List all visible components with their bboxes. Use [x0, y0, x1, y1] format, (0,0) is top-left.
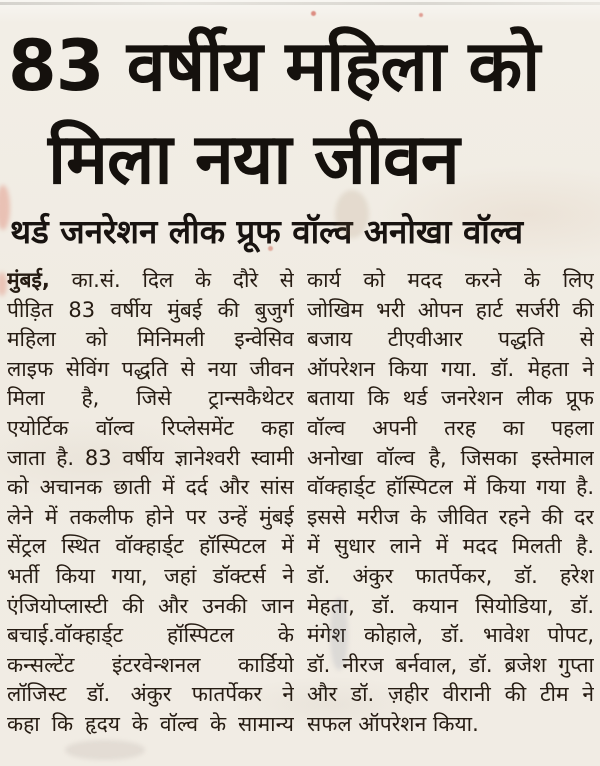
subheadline: थर्ड जनरेशन लीक प्रूफ वॉल्व अनोखा वॉल्व: [10, 212, 524, 251]
dateline: मुंबई,: [7, 268, 50, 292]
headline: [8, 20, 596, 206]
body-line: कार्य को मदद करने के लिए: [307, 268, 594, 292]
body-line-last: सफल ऑपरेशन किया.: [307, 711, 479, 736]
body-line: मिला है, जिसे ट्रान्सकैथेटर: [7, 386, 294, 411]
paper-stain: [311, 11, 316, 16]
body-line: लॉजिस्ट डॉ. अंकुर फातर्पेकर ने: [7, 682, 294, 707]
body-line: जोखिम भरी ओपन हार्ट सर्जरी की: [307, 297, 594, 322]
body-line: को अचानक छाती में दर्द और सांस: [7, 475, 294, 500]
body-line: जाता है. 83 वर्षीय ज्ञानेश्वरी स्वामी: [7, 445, 294, 470]
body-line: महिला को मिनिमली इन्वेसिव: [7, 327, 294, 352]
body-line: कन्सल्टेंट इंटरवेन्शनल कार्डियो: [7, 652, 294, 677]
body-line: बचाई.वॉक्हार्ड्ट हॉस्पिटल के: [7, 623, 294, 648]
body-line: डॉ. नीरज बर्नवाल, डॉ. ब्रजेश गुप्ता: [307, 652, 594, 677]
body-line: अनोखा वॉल्व है, जिसका इस्तेमाल: [307, 445, 594, 470]
paper-stain: [0, 272, 7, 296]
body-line: डॉ. अंकुर फातर्पेकर, डॉ. हरेश: [307, 563, 594, 588]
body-line: मंगेश कोहाले, डॉ. भावेश पोपट,: [307, 623, 594, 648]
headline-line-2: मिला नया जीवन: [48, 118, 459, 200]
body-line: में सुधार लाने में मदद मिलती है.: [307, 534, 594, 559]
column-left: [7, 266, 294, 740]
clipping-top-edge: [0, 2, 600, 5]
column-right: [307, 266, 594, 740]
body-line: मेहता, डॉ. कयान सियोडिया, डॉ.: [307, 593, 594, 618]
body-line-dateline: [7, 266, 294, 296]
body-line: वॉल्व अपनी तरह का पहला: [307, 415, 594, 440]
body-line: एयोर्टिक वॉल्व रिप्लेसमेंट कहा: [7, 415, 294, 440]
body-line: ऑपरेशन किया गया. डॉ. मेहता ने: [307, 356, 594, 381]
body-line: वॉक्हार्ड्ट हॉस्पिटल में किया गया है.: [307, 475, 594, 500]
body-line: बताया कि थर्ड जनरेशन लीक प्रूफ: [307, 386, 594, 411]
body-line: पीड़ित 83 वर्षीय मुंबई की बुजुर्ग: [7, 297, 294, 322]
headline-line-1: 83 वर्षीय महिला को: [8, 25, 540, 107]
body-line: लाइफ सेविंग पद्धति से नया जीवन: [7, 356, 294, 381]
body-line: सेंट्रल स्थित वॉक्हार्ड्ट हॉस्पिटल में: [7, 534, 294, 559]
body-line: लेने में तकलीफ होने पर उन्हें मुंबई: [7, 504, 294, 529]
article-body: [7, 266, 594, 740]
body-line: एंजियोप्लास्टी की और उनकी जान: [7, 593, 294, 618]
dateline-rest: का.सं. दिल के दौरे से: [71, 268, 294, 292]
body-line: भर्ती किया गया, जहां डॉक्टर्स ने: [7, 563, 294, 588]
body-line: इससे मरीज के जीवित रहने की दर: [307, 504, 594, 529]
paper-stain: [65, 740, 145, 760]
body-line: कहा कि हृदय के वॉल्व के सामान्य: [7, 711, 294, 736]
paper-stain: [419, 13, 423, 17]
body-line: बजाय टीएवीआर पद्धति से: [307, 327, 594, 352]
body-line: और डॉ. ज़हीर वीरानी की टीम ने: [307, 682, 594, 707]
